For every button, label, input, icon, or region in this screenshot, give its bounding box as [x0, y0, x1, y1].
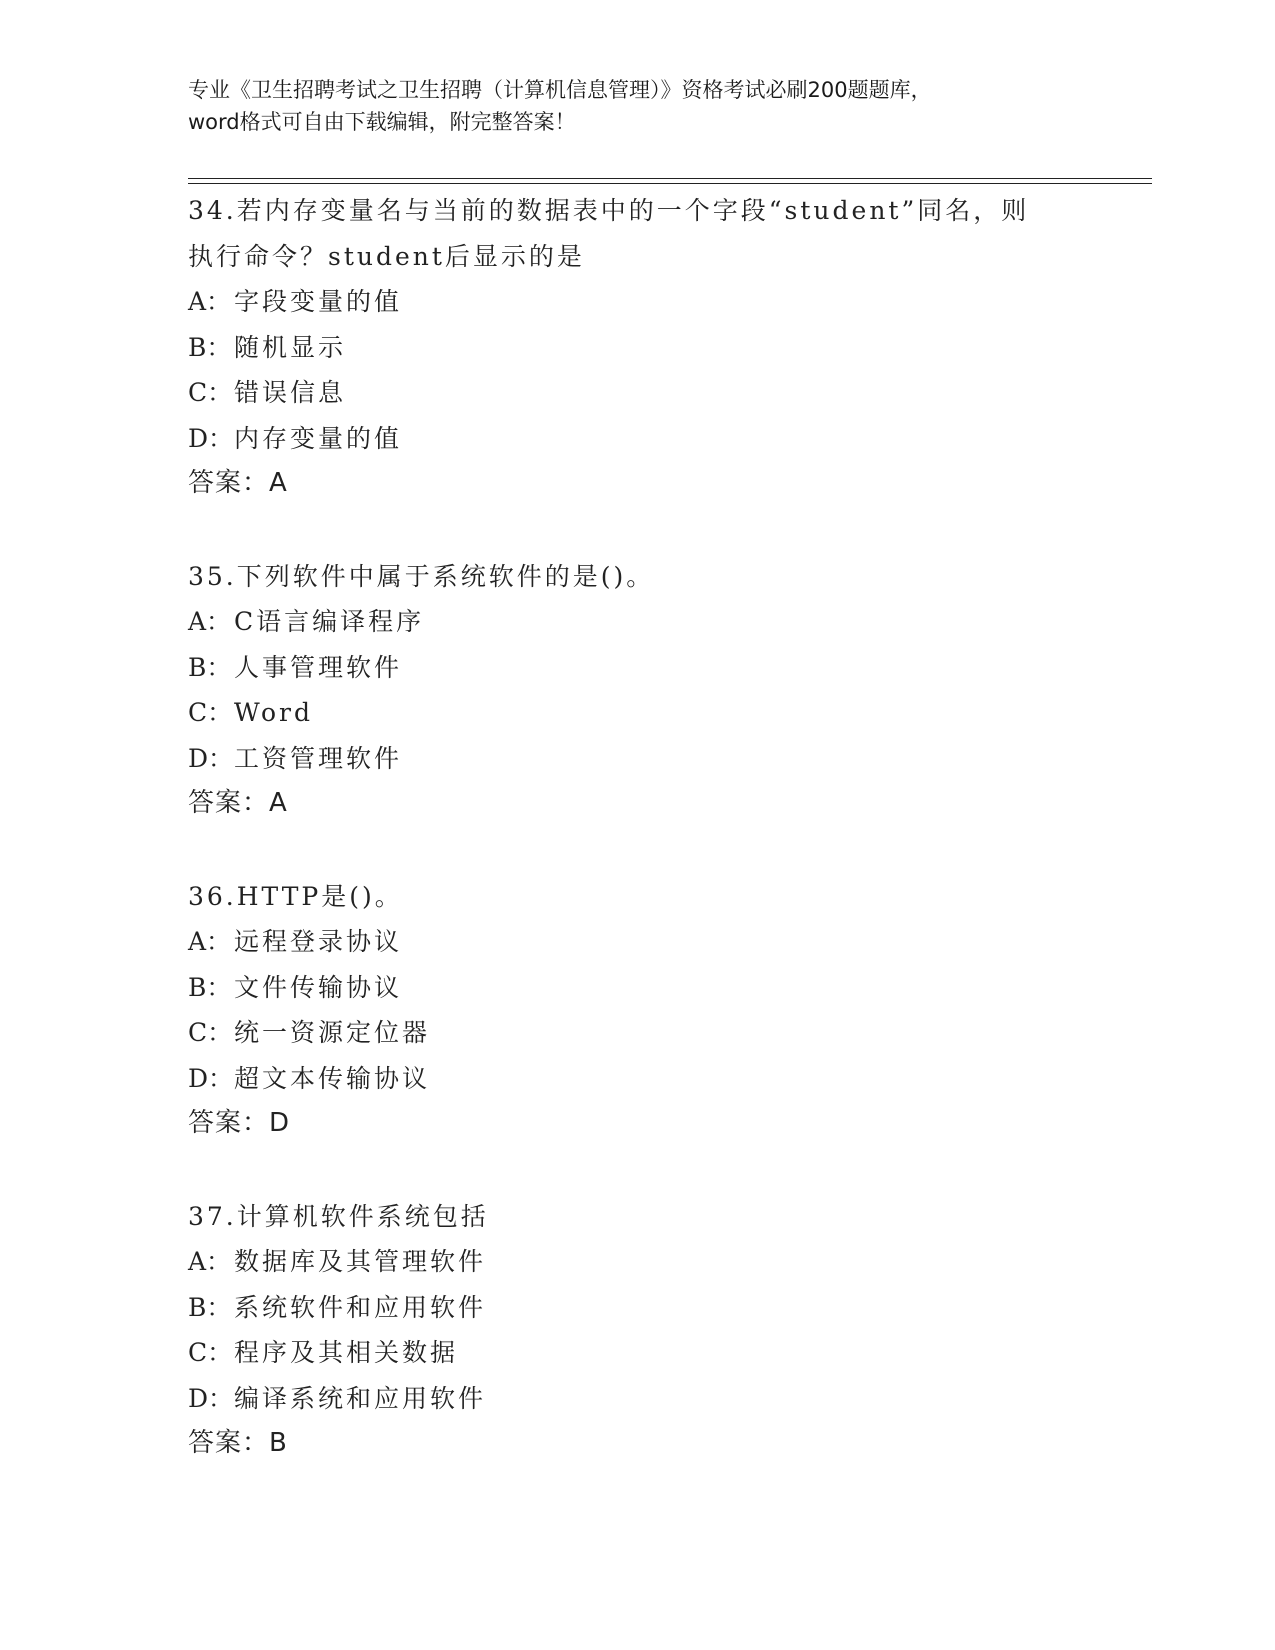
- option-text: 超文本传输协议: [234, 1063, 431, 1093]
- question-36: [188, 874, 1088, 1147]
- option-letter: D：: [188, 1063, 234, 1093]
- option-letter: C：: [188, 698, 233, 727]
- option-c: [188, 370, 1088, 416]
- option-d: [188, 1056, 1088, 1102]
- option-letter: D：: [188, 1383, 234, 1413]
- option-letter: C：: [188, 1018, 233, 1047]
- option-text: 统一资源定位器: [234, 1018, 431, 1047]
- option-text: Word: [234, 698, 314, 727]
- option-letter: B：: [188, 972, 232, 1002]
- question-stem: 34.若内存变量名与当前的数据表中的一个字段“student”同名，则: [188, 196, 1030, 225]
- option-c: [188, 690, 1088, 736]
- question-stem: 37.计算机软件系统包括: [188, 1201, 489, 1231]
- option-d: [188, 736, 1088, 782]
- question-34: [188, 188, 1088, 507]
- option-letter: B：: [188, 1292, 232, 1322]
- option-b: [188, 1285, 1088, 1331]
- answer-line: 答案：A: [188, 788, 288, 818]
- option-letter: B：: [188, 652, 232, 682]
- option-text: 字段变量的值: [234, 287, 403, 316]
- option-b: [188, 965, 1088, 1011]
- header-line-1: 专业《卫生招聘考试之卫生招聘（计算机信息管理）》资格考试必刷200题题库，: [188, 78, 932, 102]
- question-37: [188, 1194, 1088, 1467]
- option-d: [188, 416, 1088, 462]
- header-divider-bottom: [188, 183, 1152, 184]
- option-text: 数据库及其管理软件: [234, 1247, 487, 1276]
- option-letter: A：: [188, 287, 232, 316]
- option-letter: C：: [188, 1338, 233, 1367]
- option-a: [188, 279, 1088, 325]
- question-35: [188, 554, 1088, 827]
- option-letter: A：: [188, 607, 232, 636]
- option-text: 文件传输协议: [234, 972, 403, 1002]
- header-line-2: word格式可自由下载编辑，附完整答案！: [188, 110, 576, 134]
- answer-line: 答案：D: [188, 1108, 291, 1138]
- option-text: C语言编译程序: [234, 607, 425, 636]
- option-c: [188, 1010, 1088, 1056]
- option-letter: D：: [188, 743, 234, 773]
- question-stem: 36.HTTP是()。: [188, 881, 403, 911]
- document-header: [188, 74, 1088, 138]
- question-stem: 35.下列软件中属于系统软件的是()。: [188, 561, 655, 591]
- question-list: [188, 188, 1088, 1514]
- option-d: [188, 1376, 1088, 1422]
- option-a: [188, 599, 1088, 645]
- option-a: [188, 1239, 1088, 1285]
- header-divider-top: [188, 178, 1152, 179]
- question-stem-continued: 执行命令？student后显示的是: [188, 241, 585, 271]
- option-text: 工资管理软件: [234, 743, 403, 773]
- option-text: 随机显示: [234, 332, 347, 362]
- option-b: [188, 645, 1088, 691]
- option-text: 程序及其相关数据: [234, 1338, 459, 1367]
- option-letter: B：: [188, 332, 232, 362]
- answer-line: 答案：B: [188, 1428, 288, 1458]
- option-text: 系统软件和应用软件: [234, 1292, 487, 1322]
- option-letter: A：: [188, 1247, 232, 1276]
- option-letter: C：: [188, 378, 233, 407]
- option-c: [188, 1330, 1088, 1376]
- option-letter: D：: [188, 423, 234, 453]
- answer-line: 答案：A: [188, 468, 288, 498]
- option-text: 内存变量的值: [234, 423, 403, 453]
- option-text: 远程登录协议: [234, 927, 403, 956]
- option-a: [188, 919, 1088, 965]
- option-text: 编译系统和应用软件: [234, 1383, 487, 1413]
- option-text: 错误信息: [234, 378, 347, 407]
- option-b: [188, 325, 1088, 371]
- option-letter: A：: [188, 927, 232, 956]
- option-text: 人事管理软件: [234, 652, 403, 682]
